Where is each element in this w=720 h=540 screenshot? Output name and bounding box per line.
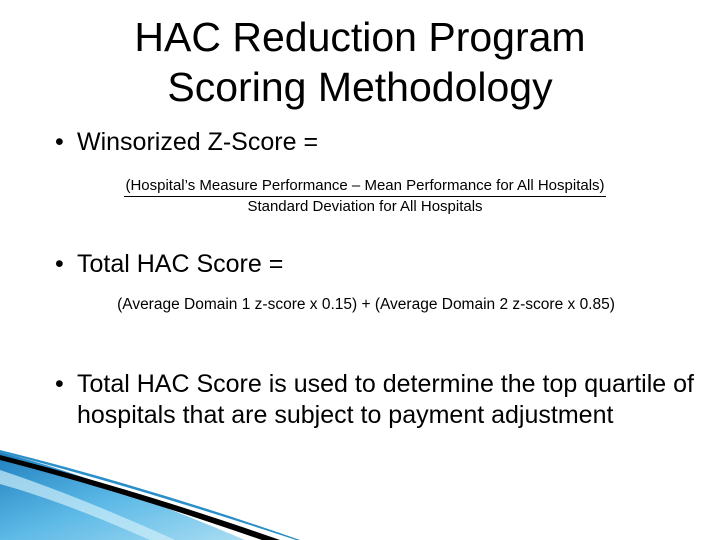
formula-numerator: (Hospital’s Measure Performance – Mean Performance for All Hospitals) — [124, 176, 605, 197]
bullet-icon: • — [55, 370, 64, 398]
bullet-text: Total HAC Score is used to determine the top quartile of hospitals that are subject to payment adjustment — [77, 370, 694, 429]
bullet-icon: • — [55, 128, 64, 156]
total-hac-score-formula: (Average Domain 1 z-score x 0.15) + (Average Domain 2 z-score x 0.85) — [117, 296, 615, 313]
title-line-1: HAC Reduction Program — [134, 14, 586, 60]
bullet-icon: • — [55, 250, 64, 278]
formula-denominator: Standard Deviation for All Hospitals — [247, 198, 483, 215]
bullet-text: Total HAC Score = — [77, 250, 284, 278]
title-line-2: Scoring Methodology — [167, 64, 553, 110]
bullet-text: Winsorized Z-Score = — [77, 128, 319, 156]
